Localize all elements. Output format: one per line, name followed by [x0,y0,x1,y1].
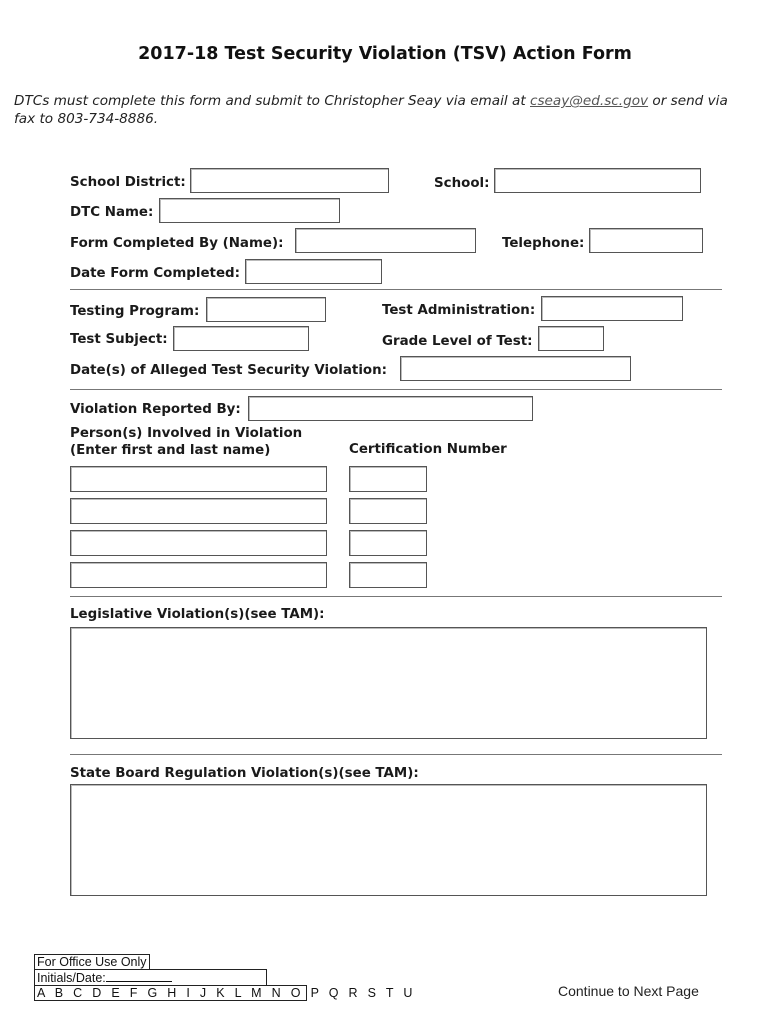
legislative-textarea[interactable] [70,627,707,739]
instructions [14,92,734,128]
office-initials [34,969,267,985]
reported-by-label: Violation Reported By: [70,402,241,417]
continue-note: Continue to Next Page [558,983,699,999]
office-letters: A B C D E F G H I J K L M N O P Q R S T U [34,985,307,1001]
test-administration-input[interactable] [541,296,683,321]
school-input[interactable] [494,168,701,193]
persons-header: Person(s) Involved in Violation [70,426,303,441]
persons-header-note: (Enter first and last name) [70,443,271,458]
dtc-name-input[interactable] [159,198,340,223]
state-board-label: State Board Regulation Violation(s)(see TAM): [70,766,419,781]
initials-line[interactable] [106,970,172,982]
instructions-text: DTCs must complete this form and submit to Christopher Seay via email at [14,93,530,109]
certification-header: Certification Number [349,442,507,457]
section-divider [70,596,722,597]
person-name-input-4[interactable] [70,562,327,588]
certification-input-4[interactable] [349,562,427,588]
grade-level-input[interactable] [538,326,604,351]
section-divider [70,289,722,290]
email-link[interactable]: cseay@ed.sc.gov [530,93,649,109]
test-administration-label: Test Administration: [382,303,536,318]
certification-input-2[interactable] [349,498,427,524]
test-subject-input[interactable] [173,326,309,351]
completed-by-input[interactable] [295,228,476,253]
instructions-end: . [153,111,159,127]
telephone-label: Telephone: [502,236,585,251]
test-subject-label: Test Subject: [70,332,168,347]
form-title: 2017-18 Test Security Violation (TSV) Action Form [138,44,632,64]
date-completed-input[interactable] [245,259,382,284]
violation-dates-label: Date(s) of Alleged Test Security Violation: [70,363,388,378]
office-use-block [34,954,416,1001]
person-name-input-1[interactable] [70,466,327,492]
school-label: School: [434,176,490,191]
state-board-textarea[interactable] [70,784,707,896]
certification-input-3[interactable] [349,530,427,556]
person-name-input-3[interactable] [70,530,327,556]
dtc-name-label: DTC Name: [70,205,154,220]
reported-by-input[interactable] [248,396,533,421]
office-use-heading: For Office Use Only [34,954,150,969]
school-district-label: School District: [70,175,186,190]
legislative-label: Legislative Violation(s)(see TAM): [70,607,325,622]
completed-by-label: Form Completed By (Name): [70,236,284,251]
testing-program-input[interactable] [206,297,326,322]
person-name-input-2[interactable] [70,498,327,524]
telephone-input[interactable] [589,228,703,253]
date-completed-label: Date Form Completed: [70,266,240,281]
instructions-fax: or send via fax to 803-734-8886 [14,93,728,127]
violation-dates-input[interactable] [400,356,631,381]
section-divider [70,389,722,390]
school-district-input[interactable] [190,168,389,193]
certification-input-1[interactable] [349,466,427,492]
office-initials-label: Initials/Date: [37,971,106,985]
section-divider [70,754,722,755]
testing-program-label: Testing Program: [70,304,200,319]
grade-level-label: Grade Level of Test: [382,334,533,349]
